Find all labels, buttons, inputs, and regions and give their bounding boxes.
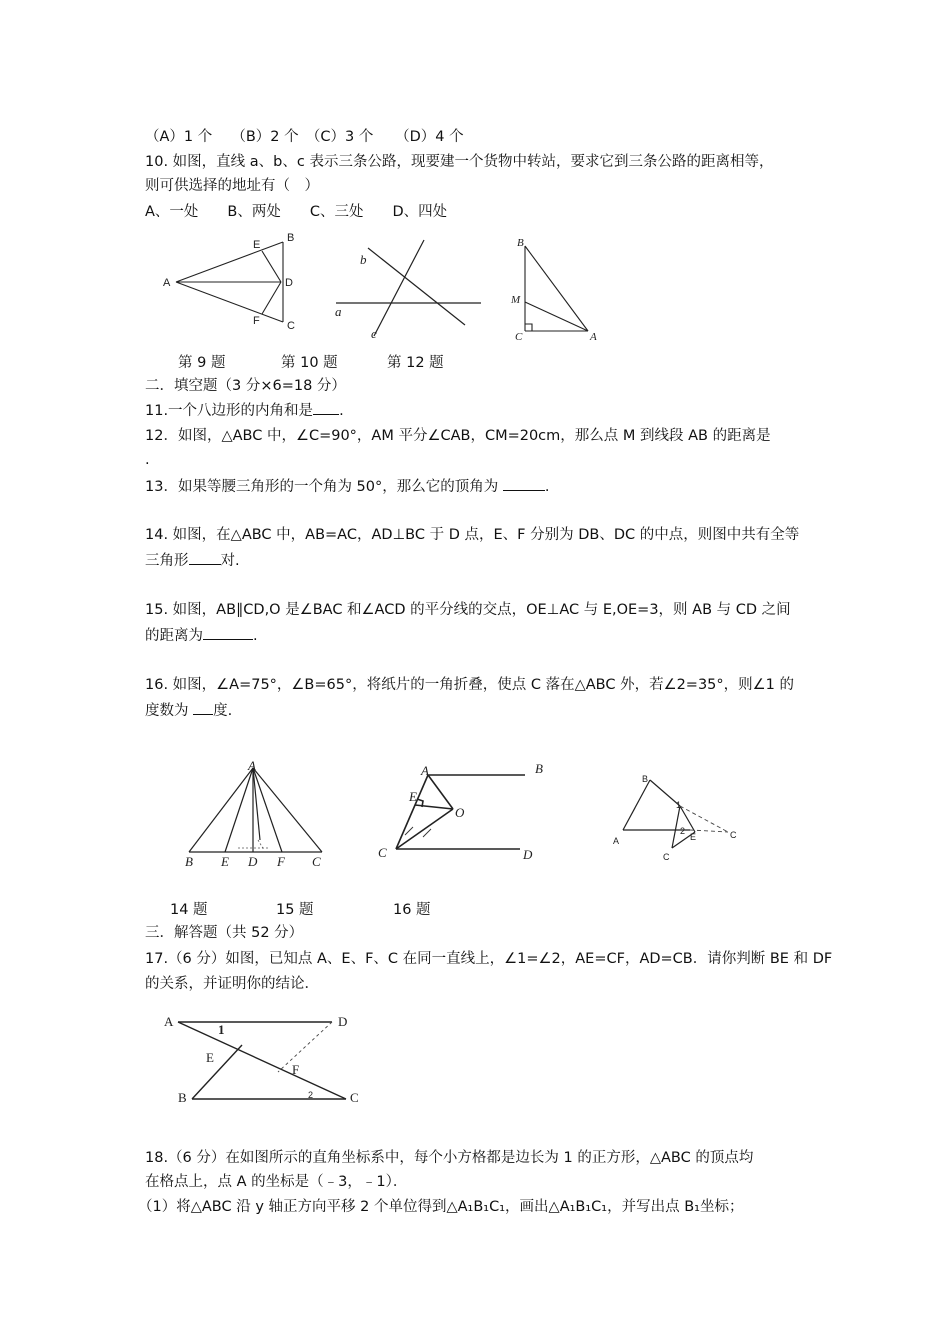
figure-14 bbox=[180, 760, 340, 875]
fig14-label-c: C bbox=[312, 854, 321, 869]
q14-text: 三角形 bbox=[145, 553, 189, 569]
fig15-label-d: D bbox=[523, 847, 533, 862]
fig10-label-c: c bbox=[371, 326, 377, 341]
fig15-label-b: B bbox=[535, 761, 543, 776]
q16-text: 度数为 bbox=[145, 703, 194, 719]
q10-options: A、一处 B、两处 C、三处 D、四处 bbox=[145, 204, 448, 220]
q15-end: . bbox=[253, 628, 258, 644]
q18-text-line2: 在格点上，点 A 的坐标是（﹣3，﹣1）． bbox=[145, 1174, 408, 1190]
fig9-label-b: B bbox=[287, 232, 295, 244]
q15-blank bbox=[203, 625, 253, 640]
q18-text-line1: 18.（6 分）在如图所示的直角坐标系中，每个小方格都是边长为 1 的正方形，△ABC 的顶点均 bbox=[145, 1150, 754, 1166]
fig16-label-c-right: C bbox=[730, 830, 737, 840]
q14-text-line1: 14. 如图，在△ABC 中，AB=AC，AD⊥BC 于 D 点，E、F 分别为 DB、DC 的中点，则图中共有全等 bbox=[145, 527, 800, 543]
q10-text-line1: 10. 如图，直线 a、b、c 表示三条公路，现要建一个货物中转站，要求它到三条公路的距离相等， bbox=[145, 154, 774, 170]
q14-blank bbox=[189, 550, 221, 565]
fig16-label-c-lower: C bbox=[663, 852, 670, 862]
q15-text: 的距离为 bbox=[145, 628, 203, 644]
q16-end: 度. bbox=[213, 703, 233, 719]
fig15-label-a: A bbox=[421, 763, 429, 778]
q18-text-line3: （1）将△ABC 沿 y 轴正方向平移 2 个单位得到△A₁B₁C₁，画出△A₁B₁C₁，并写出点 B₁坐标； bbox=[138, 1199, 744, 1215]
q9-options: （A）1 个 （B）2 个 （C）3 个 （D）4 个 bbox=[145, 129, 464, 145]
fig9-label-e: E bbox=[253, 239, 261, 251]
fig9-label-a: A bbox=[163, 277, 171, 289]
fig17-label-b: B bbox=[178, 1090, 187, 1105]
q17-text-line2: 的关系，并证明你的结论． bbox=[145, 976, 319, 992]
q11-blank bbox=[313, 400, 339, 415]
fig15-label-o: O bbox=[455, 805, 465, 820]
q16-text-line1: 16. 如图，∠A=75°，∠B=65°，将纸片的一角折叠，使点 C 落在△ABC 外，若∠2=35°，则∠1 的 bbox=[145, 677, 794, 693]
fig10-label-b: b bbox=[360, 252, 367, 267]
fig14-label-e: E bbox=[221, 854, 229, 869]
fig17-label-f: F bbox=[292, 1062, 300, 1077]
q13-text: 13．如果等腰三角形的一个角为 50°，那么它的顶角为 bbox=[145, 479, 503, 495]
q17-text-line1: 17.（6 分）如图，已知点 A、E、F、C 在同一直线上，∠1=∠2，AE=CF，AD=CB．请你判断 BE 和 DF bbox=[145, 951, 833, 967]
q15 bbox=[145, 625, 258, 646]
fig17-label-angle1: 1 bbox=[218, 1022, 225, 1037]
caption-fig15: 15 题 bbox=[276, 902, 314, 918]
fig16-label-e: E bbox=[690, 832, 697, 842]
fig14-label-a: A bbox=[248, 758, 256, 773]
section-2-heading: 二．填空题（3 分×6=18 分） bbox=[145, 378, 346, 394]
fig17-label-e: E bbox=[206, 1050, 214, 1065]
q16 bbox=[145, 700, 232, 721]
figure-10 bbox=[328, 234, 488, 344]
figure-9 bbox=[150, 226, 310, 336]
fig16-label-angle1: 1 bbox=[676, 800, 682, 810]
q12-text-line2: . bbox=[145, 452, 150, 468]
figure-12 bbox=[508, 232, 608, 347]
fig9-label-d: D bbox=[285, 277, 293, 289]
fig12-label-m: M bbox=[511, 294, 521, 306]
caption-fig14: 14 题 bbox=[170, 902, 208, 918]
q14-end: 对. bbox=[220, 553, 240, 569]
q11-end: . bbox=[339, 403, 344, 419]
fig12-label-a: A bbox=[590, 331, 597, 343]
caption-fig10: 第 10 题 bbox=[281, 355, 338, 371]
fig12-label-b: B bbox=[517, 237, 524, 249]
caption-fig12: 第 12 题 bbox=[387, 355, 444, 371]
q12-text-line1: 12．如图，△ABC 中，∠C=90°，AM 平分∠CAB，CM=20cm，那么点 M 到线段 AB 的距离是 bbox=[145, 428, 771, 444]
fig16-label-angle2: 2 bbox=[680, 826, 686, 836]
q11 bbox=[145, 400, 344, 421]
fig17-label-a: A bbox=[164, 1014, 174, 1029]
section-3-heading: 三．解答题（共 52 分） bbox=[145, 925, 304, 941]
figure-17 bbox=[160, 1008, 370, 1113]
q10-text-line2: 则可供选择的地址有（ ） bbox=[145, 178, 319, 194]
fig17-label-angle2: 2 bbox=[308, 1090, 314, 1100]
figure-16 bbox=[610, 768, 750, 868]
fig9-label-f: F bbox=[253, 315, 260, 327]
q11-text: 11.一个八边形的内角和是 bbox=[145, 403, 314, 419]
fig17-label-d: D bbox=[338, 1014, 348, 1029]
fig10-label-a: a bbox=[335, 304, 342, 319]
caption-fig16: 16 题 bbox=[393, 902, 431, 918]
q13-end: . bbox=[544, 479, 550, 495]
q16-blank bbox=[193, 700, 213, 715]
fig14-label-f: F bbox=[277, 854, 285, 869]
caption-fig9: 第 9 题 bbox=[178, 355, 226, 371]
figure-15 bbox=[375, 757, 555, 872]
fig15-label-c: C bbox=[378, 845, 387, 860]
fig17-label-c: C bbox=[350, 1090, 359, 1105]
fig16-label-a: A bbox=[613, 836, 620, 846]
q13-blank bbox=[503, 476, 545, 491]
fig14-label-b: B bbox=[185, 854, 193, 869]
fig15-label-e: E bbox=[409, 789, 417, 804]
fig9-label-c: C bbox=[287, 320, 295, 332]
q14 bbox=[145, 550, 240, 571]
fig16-label-b: B bbox=[642, 774, 649, 784]
q15-text-line1: 15. 如图，AB∥CD,O 是∠BAC 和∠ACD 的平分线的交点，OE⊥AC 与 E,OE=3，则 AB 与 CD 之间 bbox=[145, 602, 791, 618]
q13 bbox=[145, 476, 549, 497]
fig14-label-d: D bbox=[248, 854, 258, 869]
fig12-label-c: C bbox=[515, 331, 523, 343]
